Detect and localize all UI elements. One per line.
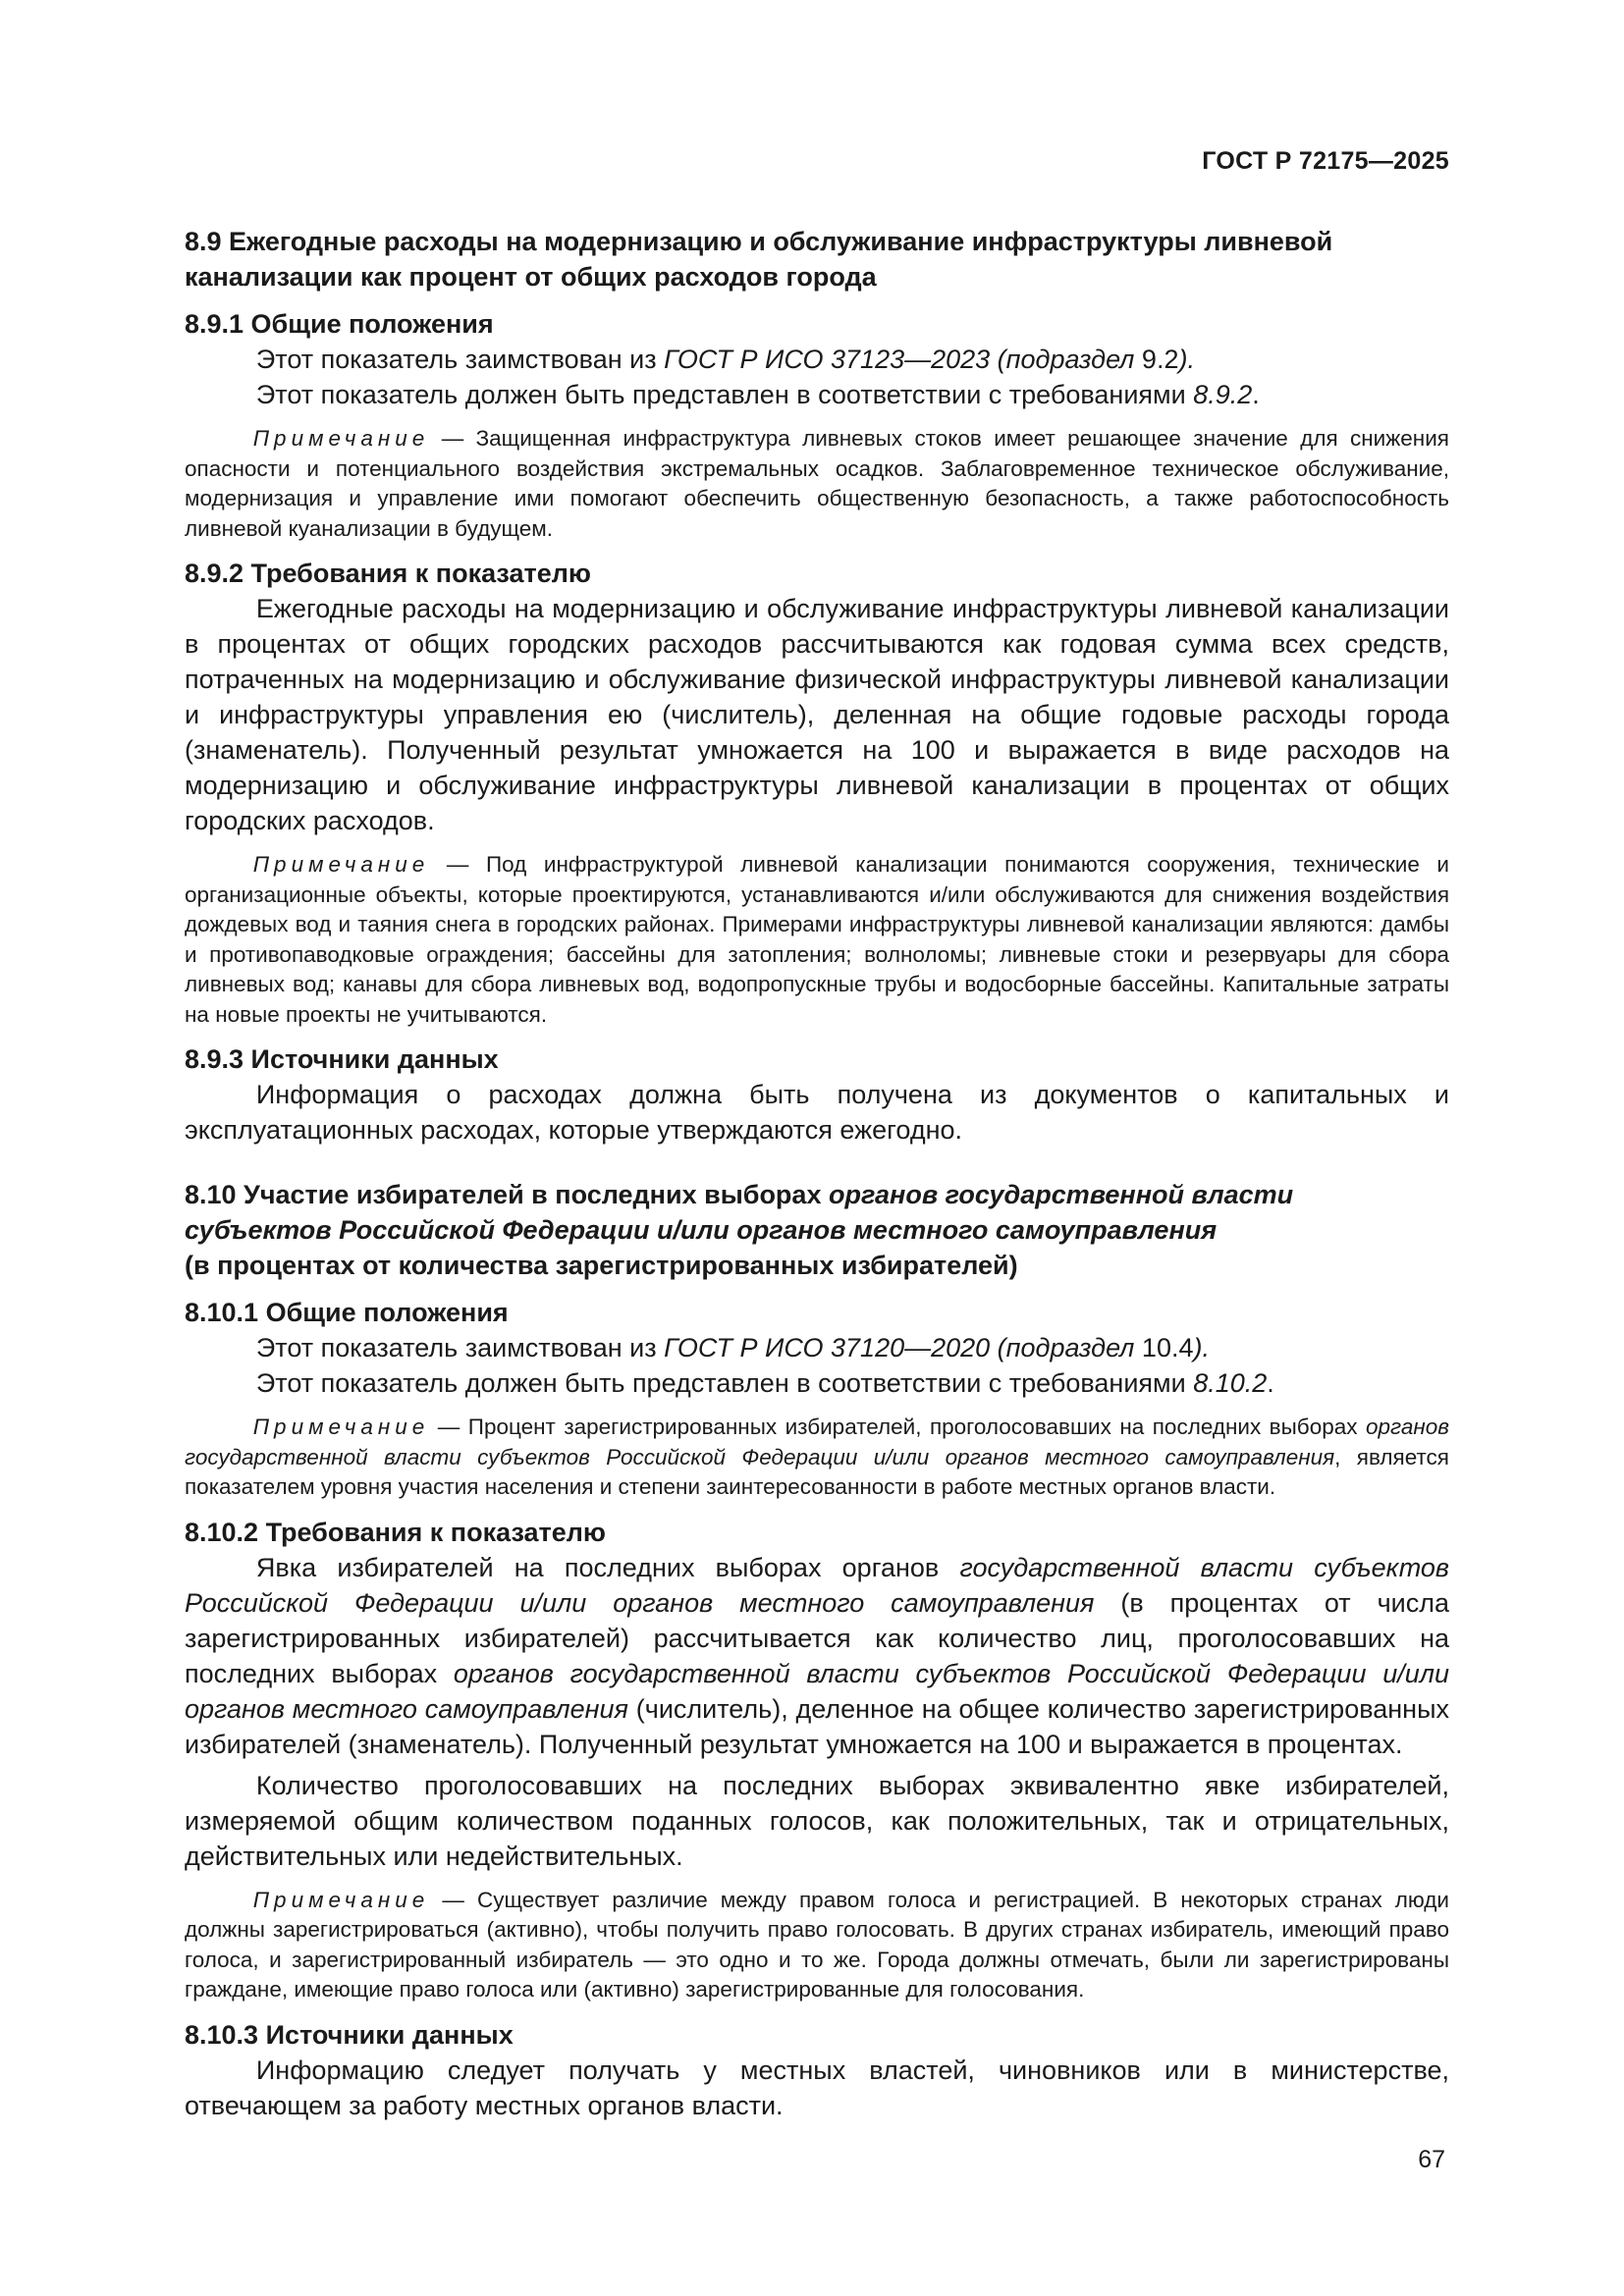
note-label: Примечание <box>252 1887 430 1912</box>
subsection-title: 8.10.3 Источники данных <box>185 2019 514 2050</box>
subsection-title: 8.9.3 Источники данных <box>185 1044 499 1074</box>
paragraph: Этот показатель должен быть представлен в соответствии с требованиями 8.10.2. <box>255 1368 1274 1398</box>
subsection-title: 8.9.1 Общие положения <box>185 309 494 339</box>
document-body <box>185 224 1449 2123</box>
section-8-9 <box>185 224 1449 1148</box>
section-8-10 <box>185 1177 1449 2123</box>
document-id-header: ГОСТ Р 72175—2025 <box>1202 147 1449 175</box>
note: Примечание — Защищенная инфраструктура ливневых стоков имеет решающее значение для снижения опасности и потенциального воздействия экстремальных осадков. Заблаговременное техническое обслуживание, модернизация и управление ими помогают обеспечить общественную безопасность, а также работоспособность ливневой куанализации в будущем. <box>185 426 1449 541</box>
paragraph: Этот показатель должен быть представлен в соответствии с требованиями 8.9.2. <box>255 380 1260 409</box>
note-label: Примечание <box>252 852 430 877</box>
paragraph: Информацию следует получать у местных властей, чиновников или в министерстве, отвечающем за работу местных органов власти. <box>185 2055 1449 2120</box>
paragraph: Информация о расходах должна быть получена из документов о капитальных и эксплуатационных расходах, которые утверждаются ежегодно. <box>185 1080 1449 1145</box>
paragraph: Ежегодные расходы на модернизацию и обслуживание инфраструктуры ливневой канализации в процентах от общих городских расходов рассчитываются как годовая сумма всех средств, потраченных на модернизацию и обслуживание физической инфраструктуры ливневой канализации и инфраструктуры управления ею (числитель), деленная на общие годовые расходы города (знаменатель). Полученный результат умножается на 100 и выражается в виде расходов на модернизацию и обслуживание инфраструктуры ливневой канализации в процентах от общих городских расходов. <box>185 594 1449 835</box>
note: Примечание — Под инфраструктурой ливневой канализации понимаются сооружения, технические и организационные объекты, которые проектируются, устанавливаются и/или обслуживаются для снижения воздействия дождевых вод и таяния снега в городских районах. Примерами инфраструктуры ливневой канализации являются: дамбы и противопаводковые ограждения; бассейны для затопления; волноломы; ливневые стоки и резервуары для сбора ливневых вод; канавы для сбора ливневых вод, водопропускные трубы и водосборные бассейны. Капитальные затраты на новые проекты не учитываются. <box>185 852 1449 1027</box>
note-label: Примечание <box>252 426 430 451</box>
subsection-title: 8.10.2 Требования к показателю <box>185 1517 606 1547</box>
paragraph: Явка избирателей на последних выборах органов государственной власти субъектов Российской Федерации и/или органов местного самоуправления (в процентах от числа зарегистрированных избирателей) рассчитывается как количество лиц, проголосовавших на последних выборах органов государственной власти субъектов Российской Федерации и/или органов местного самоуправления (числитель), деленное на общее количество зарегистрированных избирателей (знаменатель). Полученный результат умножается на 100 и выражается в процентах. <box>185 1552 1450 1759</box>
note: Примечание — Процент зарегистрированных избирателей, проголосовавших на последних выборах органов государственной власти субъектов Российской Федерации и/или органов местного самоуправления, является показателем уровня участия населения и степени заинтересованности в работе местных органов власти. <box>185 1415 1449 1499</box>
subsection-title: 8.10.1 Общие положения <box>185 1298 509 1327</box>
note: Примечание — Существует различие между правом голоса и регистрацией. В некоторых странах люди должны зарегистрироваться (активно), чтобы получить право голосовать. В других странах избиратель, имеющий право голоса, и зарегистрированный избиратель — это одно и то же. Города должны отмечать, были ли зарегистрированы граждане, имеющие право голоса или (активно) зарегистрированные для голосования. <box>185 1887 1449 2002</box>
note-label: Примечание <box>252 1415 430 1439</box>
section-title: 8.9 Ежегодные расходы на модернизацию и обслуживание инфраструктуры ливневой канализации как процент от общих расходов города <box>185 227 1333 292</box>
paragraph: Этот показатель заимствован из ГОСТ Р ИСО 37123—2023 (подраздел 9.2). <box>255 345 1195 374</box>
subsection-title: 8.9.2 Требования к показателю <box>185 559 591 588</box>
section-title: 8.10 Участие избирателей в последних выборах органов государственной власти субъектов Российской Федерации и/или органов местного самоуправления (в процентах от количества зарегистрированных избирателей) <box>185 1180 1294 1280</box>
paragraph: Количество проголосовавших на последних выборах эквивалентно явке избирателей, измеряемой общим количеством поданных голосов, как положительных, так и отрицательных, действительных или недействительных. <box>185 1770 1449 1871</box>
page-number: 67 <box>1418 2146 1445 2173</box>
paragraph: Этот показатель заимствован из ГОСТ Р ИСО 37120—2020 (подраздел 10.4). <box>255 1333 1210 1362</box>
